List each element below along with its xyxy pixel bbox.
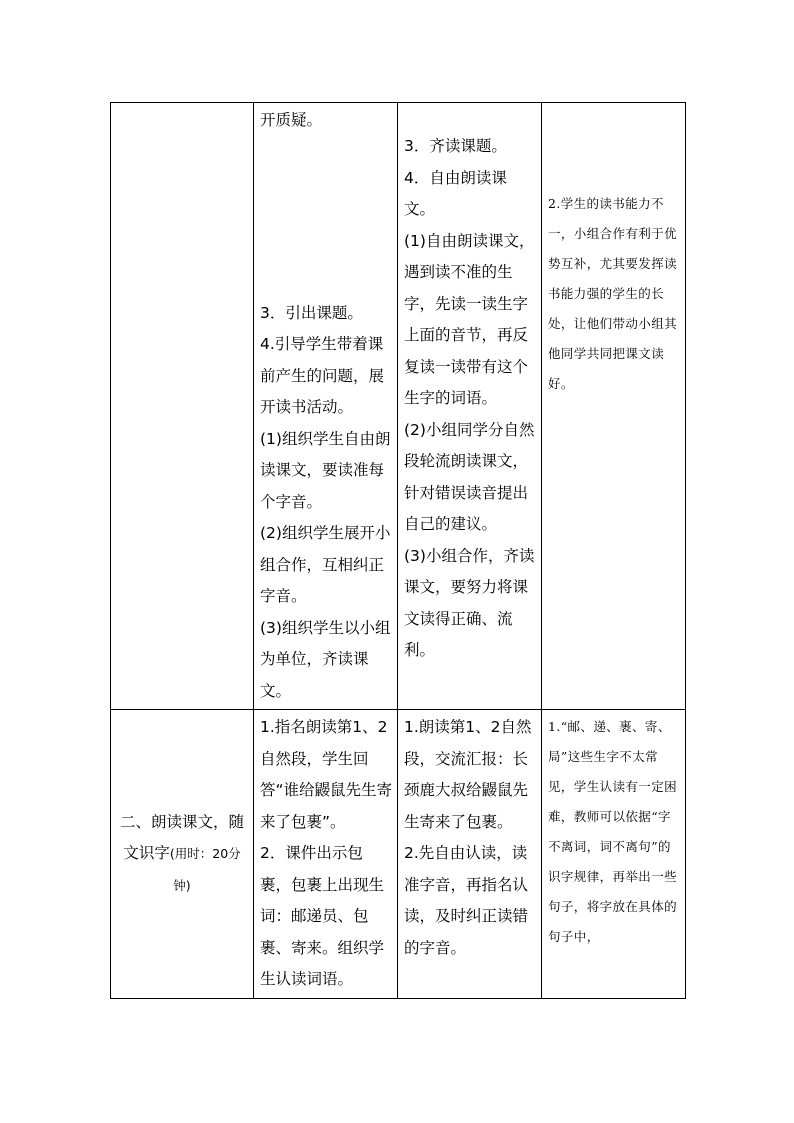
student-item: (3)小组合作，齐读课文，要努力将课文读得正确、流利。 bbox=[404, 546, 535, 659]
stage-cell-empty bbox=[111, 103, 254, 710]
student-item: 1.朗读第1、2自然段，交流汇报：长颈鹿大叔给鼹鼠先生寄来了包裹。 bbox=[404, 718, 532, 831]
teacher-activity-cell bbox=[254, 103, 398, 710]
teacher-item: (2)组织学生展开小组合作，互相纠正字音。 bbox=[260, 524, 391, 605]
intent-item: 2.学生的读书能力不一，小组合作有利于优势互补，尤其要发挥读书能力强的学生的长处，让他们带动小组其他同学共同把课文读好。 bbox=[548, 196, 678, 391]
design-intent-cell bbox=[542, 103, 686, 710]
student-item: 4．自由朗读课文。 bbox=[404, 168, 507, 218]
teacher-item: 开质疑。 bbox=[260, 111, 323, 129]
intent-item: 1.“邮、递、裹、寄、局”这些生字不太常见，学生认读有一定困难，教师可以依据“字不离词，词不离句”的识字规律，再举出一些句子，将字放在具体的句子中， bbox=[548, 719, 678, 944]
stage-title: 二、朗读课文，随文识字 bbox=[119, 812, 244, 862]
teacher-item: 2．课件出示包裹，包裹上出现生词：邮递员、包裹、寄来。组织学生认读词语。 bbox=[260, 844, 385, 988]
stage-cell bbox=[111, 710, 254, 999]
student-activity-cell bbox=[398, 710, 542, 999]
student-item: (2)小组同学分自然段轮流朗读课文，针对错误读音提出自己的建议。 bbox=[404, 420, 535, 533]
teacher-activity-cell bbox=[254, 710, 398, 999]
teacher-item: 3．引出课题。 bbox=[260, 303, 363, 322]
student-activity-cell bbox=[398, 103, 542, 710]
table-row bbox=[111, 103, 686, 710]
teacher-item: (1)组织学生自由朗读课文，要读准每个字音。 bbox=[260, 429, 391, 511]
student-item: 2.先自由认读，读准字音，再指名认读，及时纠正读错的字音。 bbox=[404, 844, 529, 957]
table-row bbox=[111, 710, 686, 999]
student-item: 3．齐读课题。 bbox=[404, 137, 507, 155]
teacher-item: (3)组织学生以小组为单位，齐读课文。 bbox=[260, 618, 391, 700]
lesson-plan-table bbox=[110, 102, 686, 999]
design-intent-cell bbox=[542, 710, 686, 999]
stage-time: (用时：20分钟) bbox=[169, 846, 241, 893]
teacher-item: 4.引导学生带着课前产生的问题，展开读书活动。 bbox=[260, 335, 385, 416]
student-item: (1)自由朗读课文，遇到读不准的生字，先读一读生字上面的音节，再反复读一读带有这个生字的词语。 bbox=[404, 231, 535, 407]
teacher-item: 1.指名朗读第1、2自然段，学生回答“谁给鼹鼠先生寄来了包裹”。 bbox=[260, 718, 393, 831]
